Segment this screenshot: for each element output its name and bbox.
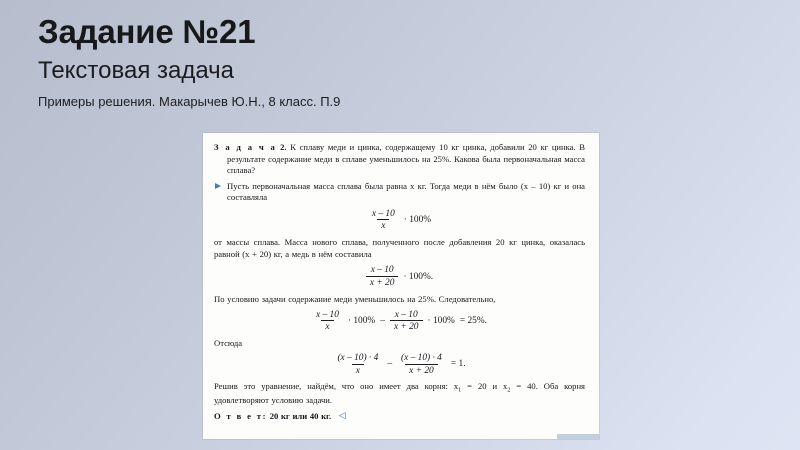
scan-bottom-edge-artifact [557, 434, 599, 439]
formula-1 [214, 209, 585, 232]
solution-step-5-part-2: = 20 и x [461, 380, 508, 391]
answer-line [214, 409, 585, 423]
scan-content [203, 133, 599, 439]
formula-4 [214, 353, 585, 376]
fraction-left [312, 310, 343, 333]
numerator: x – 10 [315, 309, 339, 320]
formula-4-result: = 1. [450, 359, 466, 370]
denominator: x [377, 219, 389, 231]
answer-value: 20 кг или 40 кг. [269, 411, 332, 422]
solution-step-5-part-3: = 40. Оба корня удовлетворяют условию задачи. [214, 380, 585, 405]
solution-step-5 [214, 381, 585, 407]
end-of-solution-icon: ◁ [338, 410, 346, 421]
textbook-scan-image [203, 133, 599, 439]
triangle-bullet-icon [215, 183, 221, 189]
denominator: x + 20 [366, 276, 399, 288]
task-statement-text: К сплаву меди и цинка, содержащему 10 кг цинка, добавили 20 кг цинка. В результате содержание меди в сплаве уменьшилось на 25%. Какова была первоначальная масса сплава? [227, 142, 586, 176]
root-subscript-2: 2 [507, 386, 511, 394]
formula-3-operator: – [380, 315, 385, 326]
denominator: x + 20 [405, 364, 438, 376]
fraction-left [333, 353, 382, 376]
slide-subtitle: Текстовая задача [38, 56, 235, 84]
solution-step-4: Отсюда [214, 337, 243, 348]
formula-1-tail: · 100% [403, 214, 432, 225]
formula-3-result: = 25%. [459, 315, 488, 326]
formula-2-tail: · 100%. [403, 271, 434, 282]
page-title: Задание №21 [38, 13, 256, 50]
task-statement [214, 142, 585, 177]
solution-step-1 [214, 181, 585, 204]
answer-label: О т в е т: [214, 411, 268, 422]
fraction-right [397, 353, 446, 376]
numerator: (x – 10) · 4 [401, 353, 442, 364]
formula-3-right-tail: · 100% [427, 315, 455, 326]
title-block [38, 14, 758, 109]
formula-3 [214, 310, 585, 333]
solution-step-3: По условию задачи содержание меди уменьшилось на 25%. Следовательно, [214, 294, 496, 305]
formula-4-operator: – [387, 359, 392, 370]
solution-step-2: от массы сплава. Масса нового сплава, полученного после добавления 20 кг цинка, оказалась равной (x + 20) кг, а медь в нём составила [214, 237, 585, 259]
fraction [368, 209, 399, 232]
denominator: x [321, 320, 333, 332]
solution-step-5-part-1: Решив это уравнение, найдём, что оно имеет два корня: x [214, 380, 459, 391]
formula-2 [214, 265, 585, 288]
task-label: З а д а ч а [214, 142, 277, 152]
numerator: x – 10 [394, 309, 418, 320]
denominator: x + 20 [390, 320, 423, 332]
formula-3-left-tail: · 100% [347, 315, 376, 326]
fraction-right [390, 310, 423, 333]
numerator: x – 10 [370, 265, 394, 276]
fraction [366, 265, 399, 288]
denominator: x [352, 364, 364, 376]
root-subscript-1: 1 [458, 386, 462, 394]
task-number: 2. [280, 142, 287, 152]
slide-caption: Примеры решения. Макарычев Ю.Н., 8 класс. П.9 [38, 93, 341, 109]
solution-step-1-text: Пусть первоначальная масса сплава была равна x кг. Тогда меди в нём было (x – 10) кг и она составляла [227, 180, 585, 203]
numerator: x – 10 [371, 208, 395, 219]
numerator: (x – 10) · 4 [337, 353, 379, 364]
